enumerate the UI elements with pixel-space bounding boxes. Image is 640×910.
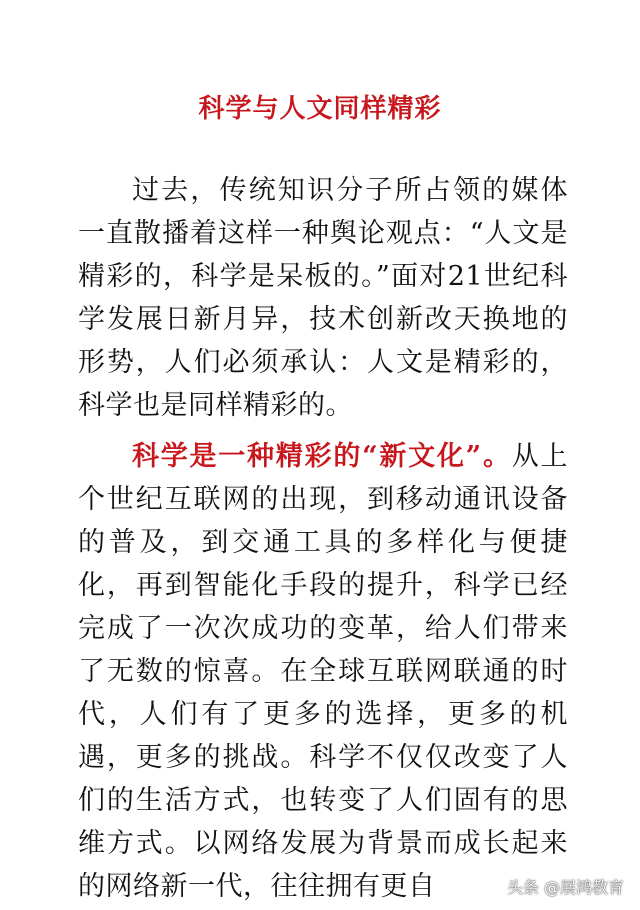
paragraph-2-body: 从上个世纪互联网的出现，到移动通讯设备的普及，到交通工具的多样化与便捷化，再到智能化手段的提升，科学已经完成了一次次成功的变革，给人们带来了无数的惊喜。在全球互联网联通的时代，人们有了更多的选择，更多的机遇，更多的挑战。科学不仅仅改变了人们的生活方式，也转变了人们固有的思维方式。以网络发展为背景而成长起来的网络新一代，往往拥有更自 [78,441,569,902]
document-title: 科学与人文同样精彩 [198,94,442,124]
paragraph-2 [78,435,568,908]
watermark: 头条 @展鸿教育 [506,878,624,897]
paragraph-1: 过去，传统知识分子所占领的媒体一直散播着这样一种舆论观点：“人文是精彩的，科学是呆板的。”面对21世纪科学发展日新月异，技术创新改天换地的形势，人们必须承认：人文是精彩的，科学也是同样精彩的。 [78,175,568,421]
paragraph-2-lead: 科学是一种精彩的“新文化”。 [132,441,512,472]
